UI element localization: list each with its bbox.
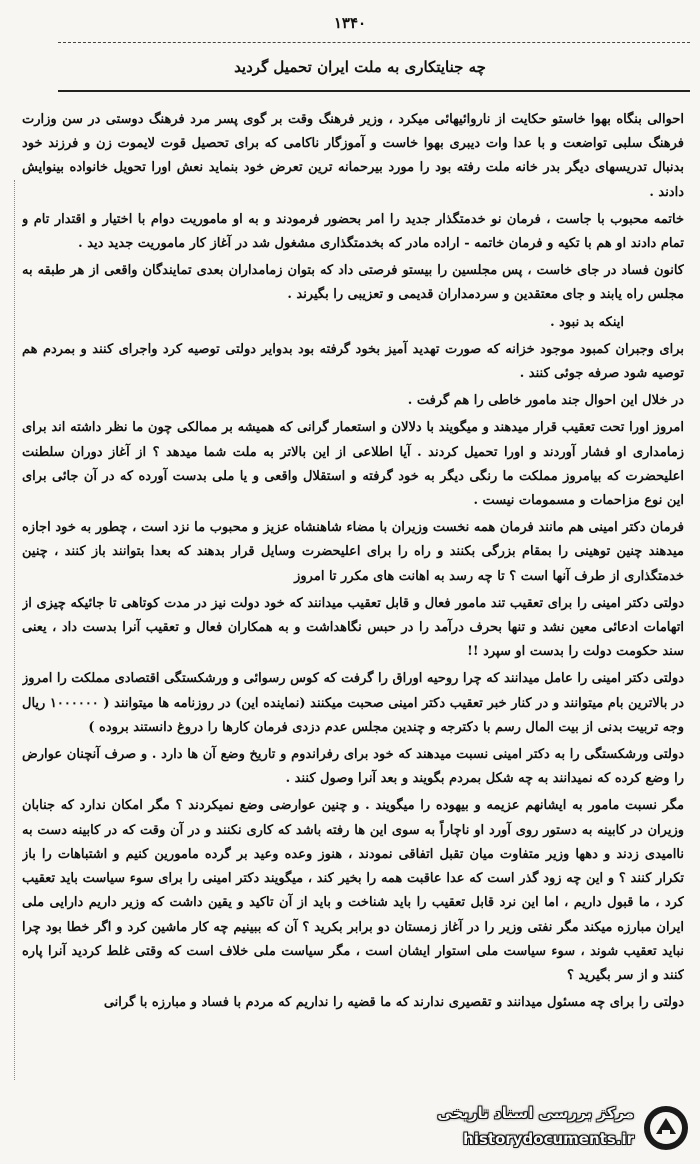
paragraph: فرمان دکتر امینی هم مانند فرمان همه نخست وزیران با مضاء شاهنشاه عزیز و محبوب ما نزد است ، چطور به خود اجازه میدهند چنین توهینی را بمقام بزرگی بکنند و راه را برای اعلیحضرت وسایل قرار بدهند که بعدا بتوانند باز کنند ، چنین خدمتگذاری از طرف آنها است ؟ تا چه رسد به اهانت های مکرر تا امروز bbox=[22, 520, 684, 584]
paragraph: اینکه بد نبود . bbox=[550, 314, 624, 330]
top-divider bbox=[58, 42, 690, 45]
watermark bbox=[230, 1098, 690, 1162]
paragraph: در خلال این احوال جند مامور خاطی را هم گرفت . bbox=[407, 393, 684, 409]
archive-logo-icon bbox=[642, 1104, 690, 1152]
paragraph: برای وجبران کمبود موجود خزانه که صورت تهدید آمیز بخود گرفته بود بدوایر دولتی توصیه کرد واجرای کنند و بمردم هم توصیه شود صرفه جوئی کنند . bbox=[22, 341, 684, 382]
paragraph: احوالی بنگاه بهوا خاستو حکایت از ناروائیهائی میکرد ، وزیر فرهنگ وقت بر گوی پسر مرد فرهنگ دوستی در سن وزارت فرهنگ سلبی تواضعت و با عدا وات دیبری بهوا خاست و آموزگار ناکامی که برای تحصیل قوت لایموت زن و فرزند خود بدنبال تدریسهای دیگر بدر خانه ملت رفته بود را مورد بیرحمانه ترین تعرض خود بنماید نعش اورا تحویل خانواده بینوایش دادند . bbox=[22, 112, 684, 200]
paragraph: دولتی را برای چه مسئول میدانند و تقصیری ندارند که ما قضیه را نداریم که مردم با فساد و مبارزه با گرانی bbox=[103, 995, 684, 1011]
page-title: چه جنایتکاری به ملت ایران تحمیل گردید bbox=[234, 58, 486, 76]
paragraph: دولتی دکتر امینی را برای تعقیب تند مامور فعال و قابل تعقیب میدانند که خود دولت نیز در مدت کوتاهی تا جائیکه چیزی از اتهامات ادعائی معین نشد و تنها بحرف درآمد را در حبس نگاهداشت و به همکاران فعال و تعقیب آنرا بدست داد ، یعنی سند حکومت دولت را بدست او سپرد !! bbox=[22, 595, 684, 660]
watermark-caption: مرکز بررسی اسناد تاریخی bbox=[437, 1104, 634, 1122]
title-divider bbox=[58, 90, 690, 92]
paragraph: دولتی دکتر امینی را عامل میدانند که چرا روحیه اوراق را گرفت که کوس رسوائی و ورشکستگی اقتصادی مملکت را امروز در بالاترین بام میتوانند و در کنار خبر تعقیب دکتر امینی صحبت میکنند (نماینده این) در روزنامه ها میتوانند ( ۱۰۰۰۰۰۰ ریال وجه تربیت بدنی از بیت المال رسم با دکترجه و چندین مجلس عدم دزدی فرمان کارها را دروغ دانستند بروده ) bbox=[22, 671, 684, 735]
page-number: ۱۳۴۰ bbox=[333, 14, 367, 32]
paragraph: امروز اورا تحت تعقیب قرار میدهند و میگویند با دلالان و استعمار گرانی که همیشه بر ممالکی چون ما نظر داشته اند برای زمامداری او فشار آوردند و اورا تحمیل کردند . آیا اطلاعی از این بالاتر به ملت شما میدهد ؟ از آغاز دوران سلطنت اعلیحضرت که بیامروز مملکت ما رنگی دیگر به خود گرفته و استقلال واقعی و یا ملی بدست آورده که در آن جائی برای این نوع مزاحمات و مسمومات نیست . bbox=[22, 420, 684, 509]
margin-rule bbox=[14, 180, 21, 1080]
paragraph: خاتمه محبوب با جاست ، فرمان نو خدمتگذار جدید را امر بحضور فرمودند و به او ماموریت دوام با اختیار و اقتدار تام و تمام دادند او هم با تکیه و فرمان خاتمه - اراده مادر که بخدمتگذاری مشغول شد در آغاز کار ماموریت جدید دید . bbox=[22, 211, 684, 252]
watermark-url: historydocuments.ir bbox=[463, 1130, 634, 1148]
document-body bbox=[22, 108, 684, 1098]
paragraph: مگر نسبت مامور به ایشانهم عزیمه و بیهوده را میگویند . و چنین عوارضی وضع نمیکردند ؟ مگر امکان ندارد که جنابان وزیران در کابینه به دستور روی آورد او ناچاراً به سوی این ها رفته باشد که کاری نکنند و در آن وقت که در کابینه دست به ناامیدی زدند و دهها وزیر متفاوت میان تقبل اتفاقی نمودند ، هنوز وعده وعید بر گرده مامورین کنیم و اشتباهات را باز تکرار کنند ؟ و این چه زود گذر است که عدا عاقبت همه را بخیر کند ، میگویند دکتر امینی را برای سوء سیاست باید تعقیب کرد ، ما قبول داریم ، اما این نرد قابل تعقیب را باید شناخت و باید از آن تاکید و یقین داشت که وزیر داریم دارایی ملی ایران مبارزه میکند مگر نفتی وزیر را در آغاز زمستان دو برابر بکرید ؟ آن که ببینیم چه کار ماشین کرد و اگر خطا بود چرا نباید تعقیب شوند ، سوء سیاست ملی استوار ایشان است ، مگر سیاست ملی خلاف است که وقتی غلط کردید آنرا پاره کنند و از سر بگیرید ؟ bbox=[22, 798, 684, 983]
paragraph: کانون فساد در جای خاست ، پس مجلسین را بیستو فرصتی داد که بتوان زمامداران بعدی تمایندگان واقعی از هر طبقه به مجلس راه یابند و جای معتقدین و سردمداران قدیمی و تعزیبی را بگیرند . bbox=[22, 263, 684, 303]
paragraph: دولتی ورشکستگی را به دکتر امینی نسبت میدهند که خود برای رفراندوم و تاریخ وضع آن ها دارد . و صرف آنچنان عوارض را وضع کرده که نمیدانند به چه شکل بمردم بگویند و بعد آنرا وصول کنند . bbox=[22, 747, 684, 787]
